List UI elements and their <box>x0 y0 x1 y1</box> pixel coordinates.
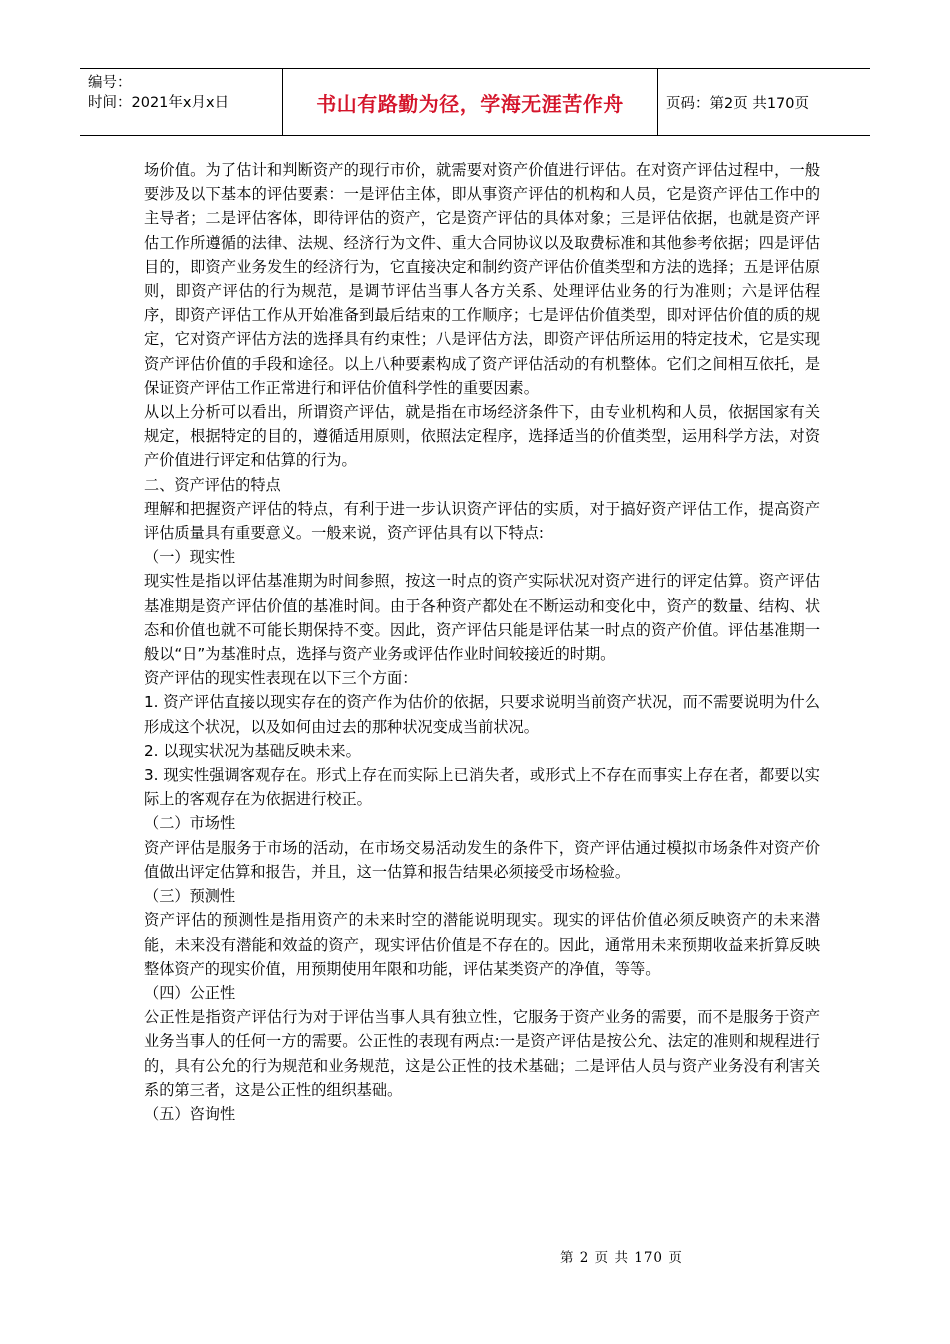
paragraph: 现实性是指以评估基准期为时间参照，按这一时点的资产实际状况对资产进行的评定估算。资产评估基准期是资产评估价值的基准时间。由于各种资产都处在不断运动和变化中，资产的数量、结构、状态和价值也就不可能长期保持不变。因此，资产评估只能是评估某一时点的资产价值。评估基准期一般以“日”为基准时点，选择与资产业务或评估作业时间较接近的时期。 <box>144 572 820 664</box>
list-item: 2. 以现实状况为基础反映未来。 <box>144 741 361 760</box>
paragraph: 资产评估的预测性是指用资产的未来时空的潜能说明现实。现实的评估价值必须反映资产的未来潜能，未来没有潜能和效益的资产，现实评估价值是不存在的。因此，通常用未来预期收益来折算反映整体资产的现实价值，用预期使用年限和功能，评估某类资产的净值，等等。 <box>144 911 820 978</box>
page-footer <box>560 1246 683 1266</box>
document-body <box>144 158 820 1126</box>
list-item: 1. 资产评估直接以现实存在的资产作为估价的依据，只要求说明当前资产状况，而不需要说明为什么形成这个状况，以及如何由过去的那种状况变成当前状况。 <box>144 693 820 736</box>
paragraph: 理解和把握资产评估的特点，有利于进一步认识资产评估的实质，对于搞好资产评估工作，提高资产评估质量具有重要意义。一般来说，资产评估具有以下特点: <box>144 499 820 543</box>
list-item: 3. 现实性强调客观存在。形式上存在而实际上已消失者，或形式上不存在而事实上存在者，都要以实际上的客观存在为依据进行校正。 <box>144 766 820 809</box>
subsection-heading: （三）预测性 <box>144 887 236 906</box>
motto: 书山有路勤为径，学海无涯苦作舟 <box>316 91 624 116</box>
number-label: 编号： <box>88 75 132 91</box>
subsection-heading: （五）咨询性 <box>144 1104 236 1123</box>
header-page-info-cell <box>658 69 870 135</box>
paragraph: 资产评估是服务于市场的活动，在市场交易活动发生的条件下，资产评估通过模拟市场条件对资产价值做出评定估算和报告，并且，这一估算和报告结果必须接受市场检验。 <box>144 838 820 881</box>
footer-page-number: 第 2 页 共 170 页 <box>560 1250 683 1266</box>
header-meta <box>80 69 282 135</box>
paragraph: 从以上分析可以看出，所谓资产评估，就是指在市场经济条件下，由专业机构和人员，依据国家有关规定，根据特定的目的，遵循适用原则，依照法定程序，选择适当的价值类型，运用科学方法，对资产价值进行评定和估算的行为。 <box>144 403 820 470</box>
paragraph: 资产评估的现实性表现在以下三个方面： <box>144 669 418 688</box>
subsection-heading: （一）现实性 <box>144 548 236 567</box>
subsection-heading: （二）市场性 <box>144 814 236 833</box>
header-motto-cell <box>282 69 658 135</box>
paragraph: 场价值。为了估计和判断资产的现行市价，就需要对资产价值进行评估。在对资产评估过程中，一般要涉及以下基本的评估要素：一是评估主体，即从事资产评估的机构和人员，它是资产评估工作中的主导者；二是评估客体，即待评估的资产，它是资产评估的具体对象；三是评估依据，也就是资产评估工作所遵循的法律、法规、经济行为文件、重大合同协议以及取费标准和其他参考依据；四是评估目的，即资产业务发生的经济行为，它直接决定和制约资产评估价值类型和方法的选择；五是评估原则，即资产评估的行为规范，是调节评估当事人各方关系、处理评估业务的行为准则；六是评估程序，即资产评估工作从开始准备到最后结束的工作顺序；七是评估价值类型，即对评估价值的质的规定，它对资产评估方法的选择具有约束性；八是评估方法，即资产评估所运用的特定技术，它是实现资产评估价值的手段和途径。以上八种要素构成了资产评估活动的有机整体。它们之间相互依托，是保证资产评估工作正常进行和评估价值科学性的重要因素。 <box>144 161 820 397</box>
page-header <box>80 68 870 136</box>
section-heading: 二、资产评估的特点 <box>144 475 281 494</box>
paragraph: 公正性是指资产评估行为对于评估当事人具有独立性，它服务于资产业务的需要，而不是服务于资产业务当事人的任何一方的需要。公正性的表现有两点:一是资产评估是按公允、法定的准则和规程进行的，具有公允的行为规范和业务规范，这是公正性的技术基础；二是评估人员与资产业务没有利害关系的第三者，这是公正性的组织基础。 <box>144 1008 820 1099</box>
page-info: 页码：第2页 共170页 <box>666 95 810 112</box>
subsection-heading: （四）公正性 <box>144 983 236 1002</box>
time-label: 时间：2021年x月x日 <box>88 95 230 111</box>
